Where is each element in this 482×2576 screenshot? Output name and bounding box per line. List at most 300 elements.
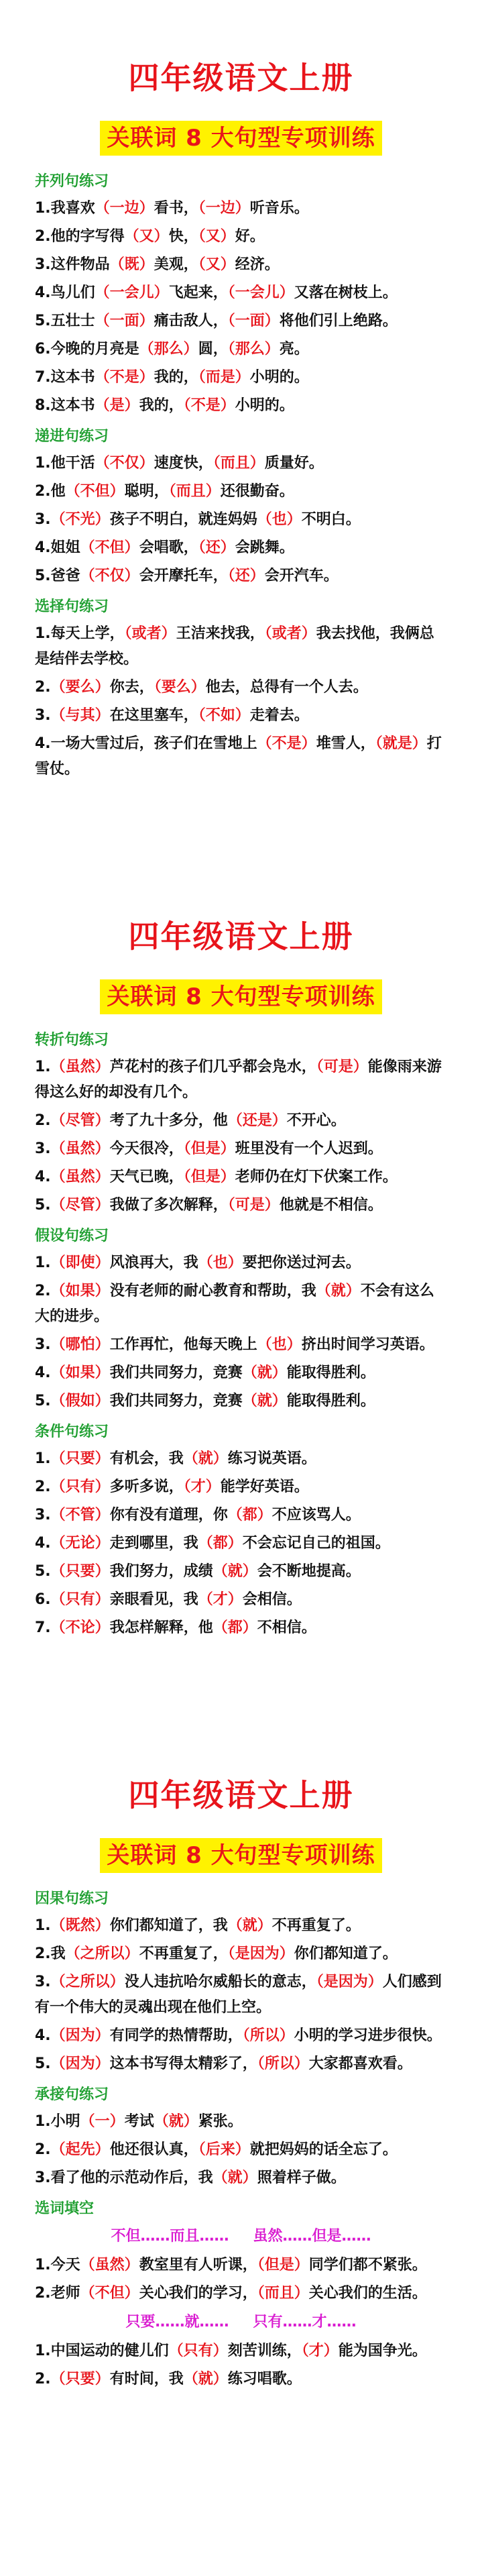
sentence-text: 练习说英语。	[227, 1450, 316, 1467]
exercise-line	[35, 2051, 447, 2077]
subtitle-banner	[35, 1838, 447, 1873]
sentence-text: 考试	[124, 2113, 154, 2130]
conjunction-answer: （也）	[257, 1336, 302, 1353]
sentence-text: 1.他干活	[35, 455, 95, 472]
conjunction-answer: （一面）	[227, 313, 280, 329]
sentence-text: 6.	[35, 1591, 51, 1608]
exercise-section	[35, 1029, 447, 1218]
sentence-text: 他去，总得有一个人去。	[205, 679, 368, 696]
conjunction-answer: （因为）	[50, 2027, 110, 2044]
exercise-section	[35, 170, 447, 419]
conjunction-answer: （又）	[198, 256, 235, 273]
conjunction-answer: （也）	[257, 511, 302, 528]
exercise-line	[35, 1531, 447, 1556]
exercise-section	[35, 2198, 447, 2392]
sentence-text: 7.这本书	[35, 369, 95, 386]
exercise-line	[35, 1136, 447, 1162]
sentence-text: 你们都知道了。	[294, 1945, 398, 1962]
sentence-text: 我的，	[154, 369, 198, 386]
sentence-text: 同学们都不紧张。	[308, 2257, 427, 2273]
exercise-line	[35, 1055, 447, 1106]
exercise-line	[35, 224, 447, 250]
worksheet-page	[0, 0, 482, 859]
sentence-text: 3.	[35, 1336, 51, 1353]
sentence-text: 今天很冷，	[109, 1140, 184, 1157]
conjunction-answer: （但是）	[183, 1140, 235, 1157]
sentence-text: 1.中国运动的健儿们	[35, 2343, 169, 2359]
conjunction-answer: （只有）	[168, 2343, 228, 2359]
exercise-line	[35, 2281, 447, 2306]
sentence-text: 孩子不明白，就连妈妈	[109, 511, 257, 528]
sentence-text: 我做了多次解释，	[109, 1197, 228, 1214]
exercise-line	[35, 309, 447, 334]
sentence-text: 1.	[35, 1450, 51, 1467]
conjunction-answer: （是因为）	[227, 1945, 294, 1962]
page-subtitle: 关联词 8 大句型专项训练	[100, 121, 381, 156]
exercise-line	[35, 1503, 447, 1528]
page-title: 四年级语文上册	[128, 918, 354, 955]
conjunction-answer: （只要）	[50, 2371, 110, 2387]
sentence-text: 2.老师	[35, 2285, 80, 2302]
conjunction-answer: （还是）	[227, 1112, 287, 1129]
subtitle-banner	[35, 121, 447, 156]
exercise-line	[35, 2023, 447, 2049]
conjunction-answer: （不但）	[80, 539, 139, 556]
exercise-line	[35, 280, 447, 306]
sentence-text: 4.姐姐	[35, 539, 80, 556]
sentence-text: 有时间，我	[109, 2371, 184, 2387]
conjunction-answer: （既然）	[50, 1917, 110, 1934]
sentence-text: 3.	[35, 707, 51, 724]
sentence-text: 练习唱歌。	[227, 2371, 302, 2387]
sentence-text: 能取得胜利。	[286, 1393, 375, 1409]
conjunction-answer: （就）	[242, 1393, 287, 1409]
exercise-line	[35, 1587, 447, 1613]
sentence-text: 飞起来，	[168, 284, 228, 301]
conjunction-answer: （才）	[301, 2343, 339, 2359]
conjunction-answer: （就是）	[375, 735, 427, 752]
exercise-line	[35, 479, 447, 504]
sentence-text: 这本书写得太精彩了，	[109, 2055, 257, 2072]
sentence-text: 不明白。	[301, 511, 361, 528]
sentence-text: 工作再忙，他每天晚上	[109, 1336, 257, 1353]
sentence-text: 教室里有人听课，	[139, 2257, 257, 2273]
sentence-text: 还很勤奋。	[220, 483, 294, 500]
sentence-text: 又落在树枝上。	[294, 284, 398, 301]
section-title: 并列句练习	[35, 173, 109, 190]
conjunction-answer: （就）	[242, 1364, 287, 1381]
sentence-text: 你有没有道理，你	[109, 1507, 228, 1523]
sentence-text: 5.	[35, 2055, 51, 2072]
conjunction-answer: （都）	[227, 1507, 272, 1523]
page-subtitle: 关联词 8 大句型专项训练	[100, 979, 381, 1014]
sentence-text: 没有老师的耐心教育和帮助，我	[109, 1283, 316, 1299]
conjunction-answer: （但是）	[257, 2257, 309, 2273]
conjunction-answer: （所以）	[242, 2027, 294, 2044]
conjunction-answer: （假如）	[50, 1393, 110, 1409]
sentence-text: 8.这本书	[35, 397, 95, 414]
sentence-text: 关心我们的学习，	[139, 2285, 257, 2302]
sentence-text: 3.	[35, 1140, 51, 1157]
conjunction-answer: （不论）	[50, 1619, 110, 1636]
sentence-text: 6.今晚的月亮是	[35, 341, 139, 358]
conjunction-answer: （也）	[198, 1254, 243, 1271]
sentence-text: 2.	[35, 1112, 51, 1129]
exercise-line	[35, 1941, 447, 1967]
exercise-line	[35, 1913, 447, 1939]
exercise-line	[35, 365, 447, 390]
exercise-line	[35, 1615, 447, 1641]
conjunction-answer: （就）	[183, 1450, 228, 1467]
sentence-text: 不相信。	[257, 1619, 316, 1636]
conjunction-answer: （那么）	[139, 341, 198, 358]
sentence-text: 能学好英语。	[220, 1479, 309, 1495]
exercise-section	[35, 1888, 447, 2077]
exercise-line	[35, 2137, 447, 2163]
conjunction-answer: （因为）	[50, 2055, 110, 2072]
conjunction-answer: （要么）	[154, 679, 206, 696]
sentence-text: 美观，	[154, 256, 198, 273]
sentence-text: 不再重复了，	[139, 1945, 228, 1962]
conjunction-answer: （或者）	[124, 625, 176, 642]
conjunction-answer: （还）	[198, 539, 235, 556]
conjunction-answer: （虽然）	[50, 1169, 110, 1185]
sentence-text: 4.	[35, 1364, 51, 1381]
conjunction-answer: （哪怕）	[50, 1336, 110, 1353]
exercise-line	[35, 2253, 447, 2278]
conjunction-answer: （不但）	[80, 2285, 139, 2302]
exercise-line	[35, 1250, 447, 1276]
conjunction-answer: （都）	[213, 1619, 257, 1636]
sentence-text: 不应该骂人。	[272, 1507, 361, 1523]
sentence-text: 好。	[235, 228, 265, 245]
exercise-line	[35, 451, 447, 476]
sentence-text: 大家都喜欢看。	[308, 2055, 412, 2072]
worksheet-page	[0, 1717, 482, 2576]
sentence-text: 我们共同努力，竞赛	[109, 1364, 243, 1381]
word-choice-option: 不但……而且……	[111, 2228, 229, 2245]
conjunction-answer: （而且）	[213, 455, 265, 472]
sentence-text: 5.爸爸	[35, 568, 80, 584]
conjunction-answer: （又）	[198, 228, 235, 245]
sentence-text: 不会忘记自己的祖国。	[242, 1535, 390, 1552]
sentence-text: 能为国争光。	[338, 2343, 427, 2359]
sentence-text: 1.每天上学，	[35, 625, 125, 642]
sentence-text: 他就是不相信。	[279, 1197, 383, 1214]
conjunction-answer: （要么）	[50, 679, 110, 696]
word-choice-option: 虽然……但是……	[253, 2228, 371, 2245]
conjunction-answer: （而且）	[168, 483, 221, 500]
exercise-line	[35, 703, 447, 729]
exercise-line	[35, 1389, 447, 1414]
sentence-text: 天气已晚，	[109, 1169, 184, 1185]
exercise-line	[35, 675, 447, 700]
conjunction-answer: （只要）	[50, 1450, 110, 1467]
conjunction-answer: （无论）	[50, 1535, 110, 1552]
sentence-text: 亮。	[279, 341, 309, 358]
sentence-text: 会相信。	[242, 1591, 302, 1608]
conjunction-answer: （一边）	[95, 200, 154, 217]
conjunction-answer: （就）	[213, 1563, 257, 1580]
conjunction-answer: （而是）	[198, 369, 250, 386]
exercise-line	[35, 2367, 447, 2392]
sentence-text: 3.	[35, 511, 51, 528]
sentence-text: 我怎样解释，他	[109, 1619, 213, 1636]
section-title: 选择句练习	[35, 598, 109, 615]
sentence-text: 班里没有一个人迟到。	[235, 1140, 383, 1157]
exercise-section	[35, 2084, 447, 2191]
sentence-text: 会唱歌，	[139, 539, 198, 556]
sentence-text: 7.	[35, 1619, 51, 1636]
conjunction-answer: （尽管）	[50, 1112, 110, 1129]
conjunction-answer: （只有）	[50, 1479, 110, 1495]
conjunction-answer: （才）	[198, 1591, 243, 1608]
conjunction-answer: （不是）	[183, 397, 235, 414]
sentence-text: 亲眼看见，我	[109, 1591, 198, 1608]
sentence-text: 多听多说，	[109, 1479, 184, 1495]
exercise-line	[35, 731, 447, 782]
sentence-text: 4.	[35, 2027, 51, 2044]
sentence-text: 小明的。	[235, 397, 294, 414]
conjunction-answer: （虽然）	[50, 1059, 110, 1075]
sentence-text: 2.他	[35, 483, 66, 500]
sentence-text: 5.	[35, 1563, 51, 1580]
exercise-section	[35, 425, 447, 589]
sentence-text: 有机会，我	[109, 1450, 184, 1467]
exercise-line	[35, 2165, 447, 2191]
conjunction-answer: （之所以）	[50, 1974, 125, 1990]
word-choice-option: 只要……就……	[125, 2314, 229, 2330]
sentence-text: 3.	[35, 1507, 51, 1523]
conjunction-answer: （不管）	[50, 1507, 110, 1523]
exercise-line	[35, 1474, 447, 1500]
sentence-text: 2.他的字写得	[35, 228, 125, 245]
exercise-line	[35, 1332, 447, 1358]
conjunction-answer: （尽管）	[50, 1197, 110, 1214]
exercise-line	[35, 196, 447, 221]
conjunction-answer: （又）	[124, 228, 169, 245]
conjunction-answer: （才）	[183, 1479, 221, 1495]
sentence-text: 会开汽车。	[264, 568, 339, 584]
conjunction-answer: （只要）	[50, 1563, 110, 1580]
conjunction-answer: （就）	[154, 2113, 198, 2130]
exercise-line	[35, 535, 447, 561]
exercise-line	[35, 1446, 447, 1472]
exercise-line	[35, 1165, 447, 1190]
sentence-text: 4.	[35, 1169, 51, 1185]
sentence-text: 堆雪人，	[316, 735, 375, 752]
conjunction-answer: （不仅）	[95, 455, 154, 472]
exercise-section	[35, 596, 447, 782]
sentence-text: 打雪仗。	[35, 735, 442, 777]
exercise-line	[35, 1360, 447, 1386]
conjunction-answer: （后来）	[198, 2141, 250, 2158]
conjunction-answer: （就）	[213, 2169, 257, 2186]
exercise-line	[35, 2339, 447, 2364]
conjunction-answer: （不光）	[50, 511, 110, 528]
conjunction-answer: （就）	[316, 1283, 361, 1299]
exercise-line	[35, 1193, 447, 1218]
sentence-text: 4.一场大雪过后，孩子们在雪地上	[35, 735, 257, 752]
sentence-text: 质量好。	[264, 455, 324, 472]
sentence-text: 小明的学习进步很快。	[294, 2027, 442, 2044]
conjunction-answer: （还）	[227, 568, 265, 584]
conjunction-answer: （起先）	[50, 2141, 110, 2158]
sentence-text: 2.	[35, 1479, 51, 1495]
sentence-text: 不会有这么大的进步。	[35, 1283, 434, 1325]
sentence-text: 照着样子做。	[257, 2169, 346, 2186]
sentence-text: 会跳舞。	[235, 539, 294, 556]
word-choice-options	[35, 2224, 447, 2249]
sentence-text: 你们都知道了，我	[109, 1917, 228, 1934]
exercise-line	[35, 507, 447, 533]
sentence-text: 走到哪里，我	[109, 1535, 198, 1552]
sentence-text: 4.	[35, 1535, 51, 1552]
conjunction-answer: （既）	[109, 256, 154, 273]
sentence-text: 将他们引上绝路。	[279, 313, 398, 329]
sentence-text: 能取得胜利。	[286, 1364, 375, 1381]
section-title: 转折句练习	[35, 1032, 109, 1049]
sentence-text: 2.	[35, 2371, 51, 2387]
conjunction-answer: （不如）	[198, 707, 250, 724]
sentence-text: 2.	[35, 2141, 51, 2158]
sentence-text: 紧张。	[198, 2113, 243, 2130]
conjunction-answer: （一边）	[198, 200, 250, 217]
section-title: 递进句练习	[35, 428, 109, 445]
word-choice-options	[35, 2310, 447, 2334]
sentence-text: 聪明，	[124, 483, 169, 500]
sentence-text: 要把你送过河去。	[242, 1254, 361, 1271]
sentence-text: 老师仍在灯下伏案工作。	[235, 1169, 398, 1185]
sentence-text: 会不断地提高。	[257, 1563, 361, 1580]
subtitle-banner	[35, 979, 447, 1014]
sentence-text: 1.小明	[35, 2113, 80, 2130]
sentence-text: 5.	[35, 1197, 51, 1214]
conjunction-answer: （不是）	[257, 735, 316, 752]
sentence-text: 有同学的热情帮助，	[109, 2027, 243, 2044]
sentence-text: 2.	[35, 1283, 51, 1299]
page-title: 四年级语文上册	[128, 60, 354, 96]
sentence-text: 没人违抗哈尔威船长的意志，	[124, 1974, 316, 1990]
exercise-line	[35, 564, 447, 589]
sentence-text: 会开摩托车，	[139, 568, 228, 584]
exercise-line	[35, 1108, 447, 1134]
conjunction-answer: （虽然）	[50, 1140, 110, 1157]
conjunction-answer: （是因为）	[316, 1974, 383, 1990]
conjunction-answer: （如果）	[50, 1283, 110, 1299]
sentence-text: 小明的。	[249, 369, 309, 386]
sentence-text: 速度快，	[154, 455, 213, 472]
sentence-text: 听音乐。	[249, 200, 309, 217]
section-title: 选词填空	[35, 2200, 95, 2217]
sentence-text: 2.	[35, 679, 51, 696]
conjunction-answer: （是）	[95, 397, 139, 414]
sentence-text: 1.	[35, 1917, 51, 1934]
conjunction-answer: （可是）	[316, 1059, 368, 1075]
conjunction-answer: （就）	[227, 1917, 272, 1934]
worksheet-page	[0, 859, 482, 1717]
conjunction-answer: （如果）	[50, 1364, 110, 1381]
conjunction-answer: （一面）	[95, 313, 154, 329]
conjunction-answer: （所以）	[257, 2055, 309, 2072]
sentence-text: 1.今天	[35, 2257, 80, 2273]
conjunction-answer: （可是）	[227, 1197, 280, 1214]
exercise-section	[35, 1421, 447, 1641]
section-title: 条件句练习	[35, 1424, 109, 1440]
sentence-text: 走着去。	[249, 707, 309, 724]
conjunction-answer: （不但）	[65, 483, 125, 500]
sentence-text: 关心我们的生活。	[308, 2285, 427, 2302]
sentence-text: 3.	[35, 1974, 51, 1990]
sentence-text: 5.	[35, 1393, 51, 1409]
section-title: 承接句练习	[35, 2086, 109, 2103]
conjunction-answer: （而且）	[257, 2285, 309, 2302]
conjunction-answer: （但是）	[183, 1169, 235, 1185]
conjunction-answer: （一会儿）	[95, 284, 169, 301]
conjunction-answer: （或者）	[264, 625, 316, 642]
sentence-text: 我们努力，成绩	[109, 1563, 213, 1580]
conjunction-answer: （一会儿）	[227, 284, 294, 301]
sentence-text: 1.	[35, 1059, 51, 1075]
sentence-text: 4.鸟儿们	[35, 284, 95, 301]
sentence-text: 他还很认真，	[109, 2141, 198, 2158]
exercise-line	[35, 393, 447, 419]
conjunction-answer: （与其）	[50, 707, 110, 724]
conjunction-answer: （只有）	[50, 1591, 110, 1608]
sentence-text: 考了九十多分，他	[109, 1112, 228, 1129]
sentence-text: 3.看了他的示范动作后，我	[35, 2169, 213, 2186]
sentence-text: 不再重复了。	[272, 1917, 361, 1934]
page-subtitle: 关联词 8 大句型专项训练	[100, 1838, 381, 1873]
sentence-text: 风浪再大，我	[109, 1254, 198, 1271]
conjunction-answer: （都）	[198, 1535, 243, 1552]
exercise-line	[35, 1970, 447, 2021]
sentence-text: 圆，	[198, 341, 228, 358]
conjunction-answer: （不是）	[95, 369, 154, 386]
exercise-line	[35, 337, 447, 362]
sentence-text: 人们感到有一个伟大的灵魂出现在他们上空。	[35, 1974, 442, 2016]
conjunction-answer: （虽然）	[80, 2257, 139, 2273]
sentence-text: 就把妈妈的话全忘了。	[249, 2141, 398, 2158]
conjunction-answer: （之所以）	[65, 1945, 139, 1962]
section-title: 假设句练习	[35, 1228, 109, 1244]
sentence-text: 芦花村的孩子们几乎都会凫水，	[109, 1059, 316, 1075]
sentence-text: 3.这件物品	[35, 256, 110, 273]
sentence-text: 不开心。	[286, 1112, 346, 1129]
sentence-text: 我们共同努力，竞赛	[109, 1393, 243, 1409]
sentence-text: 1.	[35, 1254, 51, 1271]
sentence-text: 快，	[168, 228, 198, 245]
conjunction-answer: （即使）	[50, 1254, 110, 1271]
sentence-text: 能像雨来游得这么好的却没有几个。	[35, 1059, 442, 1101]
sentence-text: 王洁来找我，	[176, 625, 265, 642]
sentence-text: 1.我喜欢	[35, 200, 95, 217]
page-title: 四年级语文上册	[128, 1777, 354, 1813]
conjunction-answer: （不仅）	[80, 568, 139, 584]
exercise-line	[35, 1279, 447, 1330]
conjunction-answer: （就）	[183, 2371, 228, 2387]
exercise-line	[35, 252, 447, 278]
sentence-text: 你去，	[109, 679, 154, 696]
exercise-line	[35, 621, 447, 672]
sentence-text: 刻苦训练，	[227, 2343, 302, 2359]
exercise-section	[35, 1225, 447, 1414]
sentence-text: 挤出时间学习英语。	[301, 1336, 434, 1353]
section-title: 因果句练习	[35, 1890, 109, 1907]
word-choice-option: 只有……才……	[253, 2314, 357, 2330]
sentence-text: 看书，	[154, 200, 198, 217]
exercise-line	[35, 2109, 447, 2135]
